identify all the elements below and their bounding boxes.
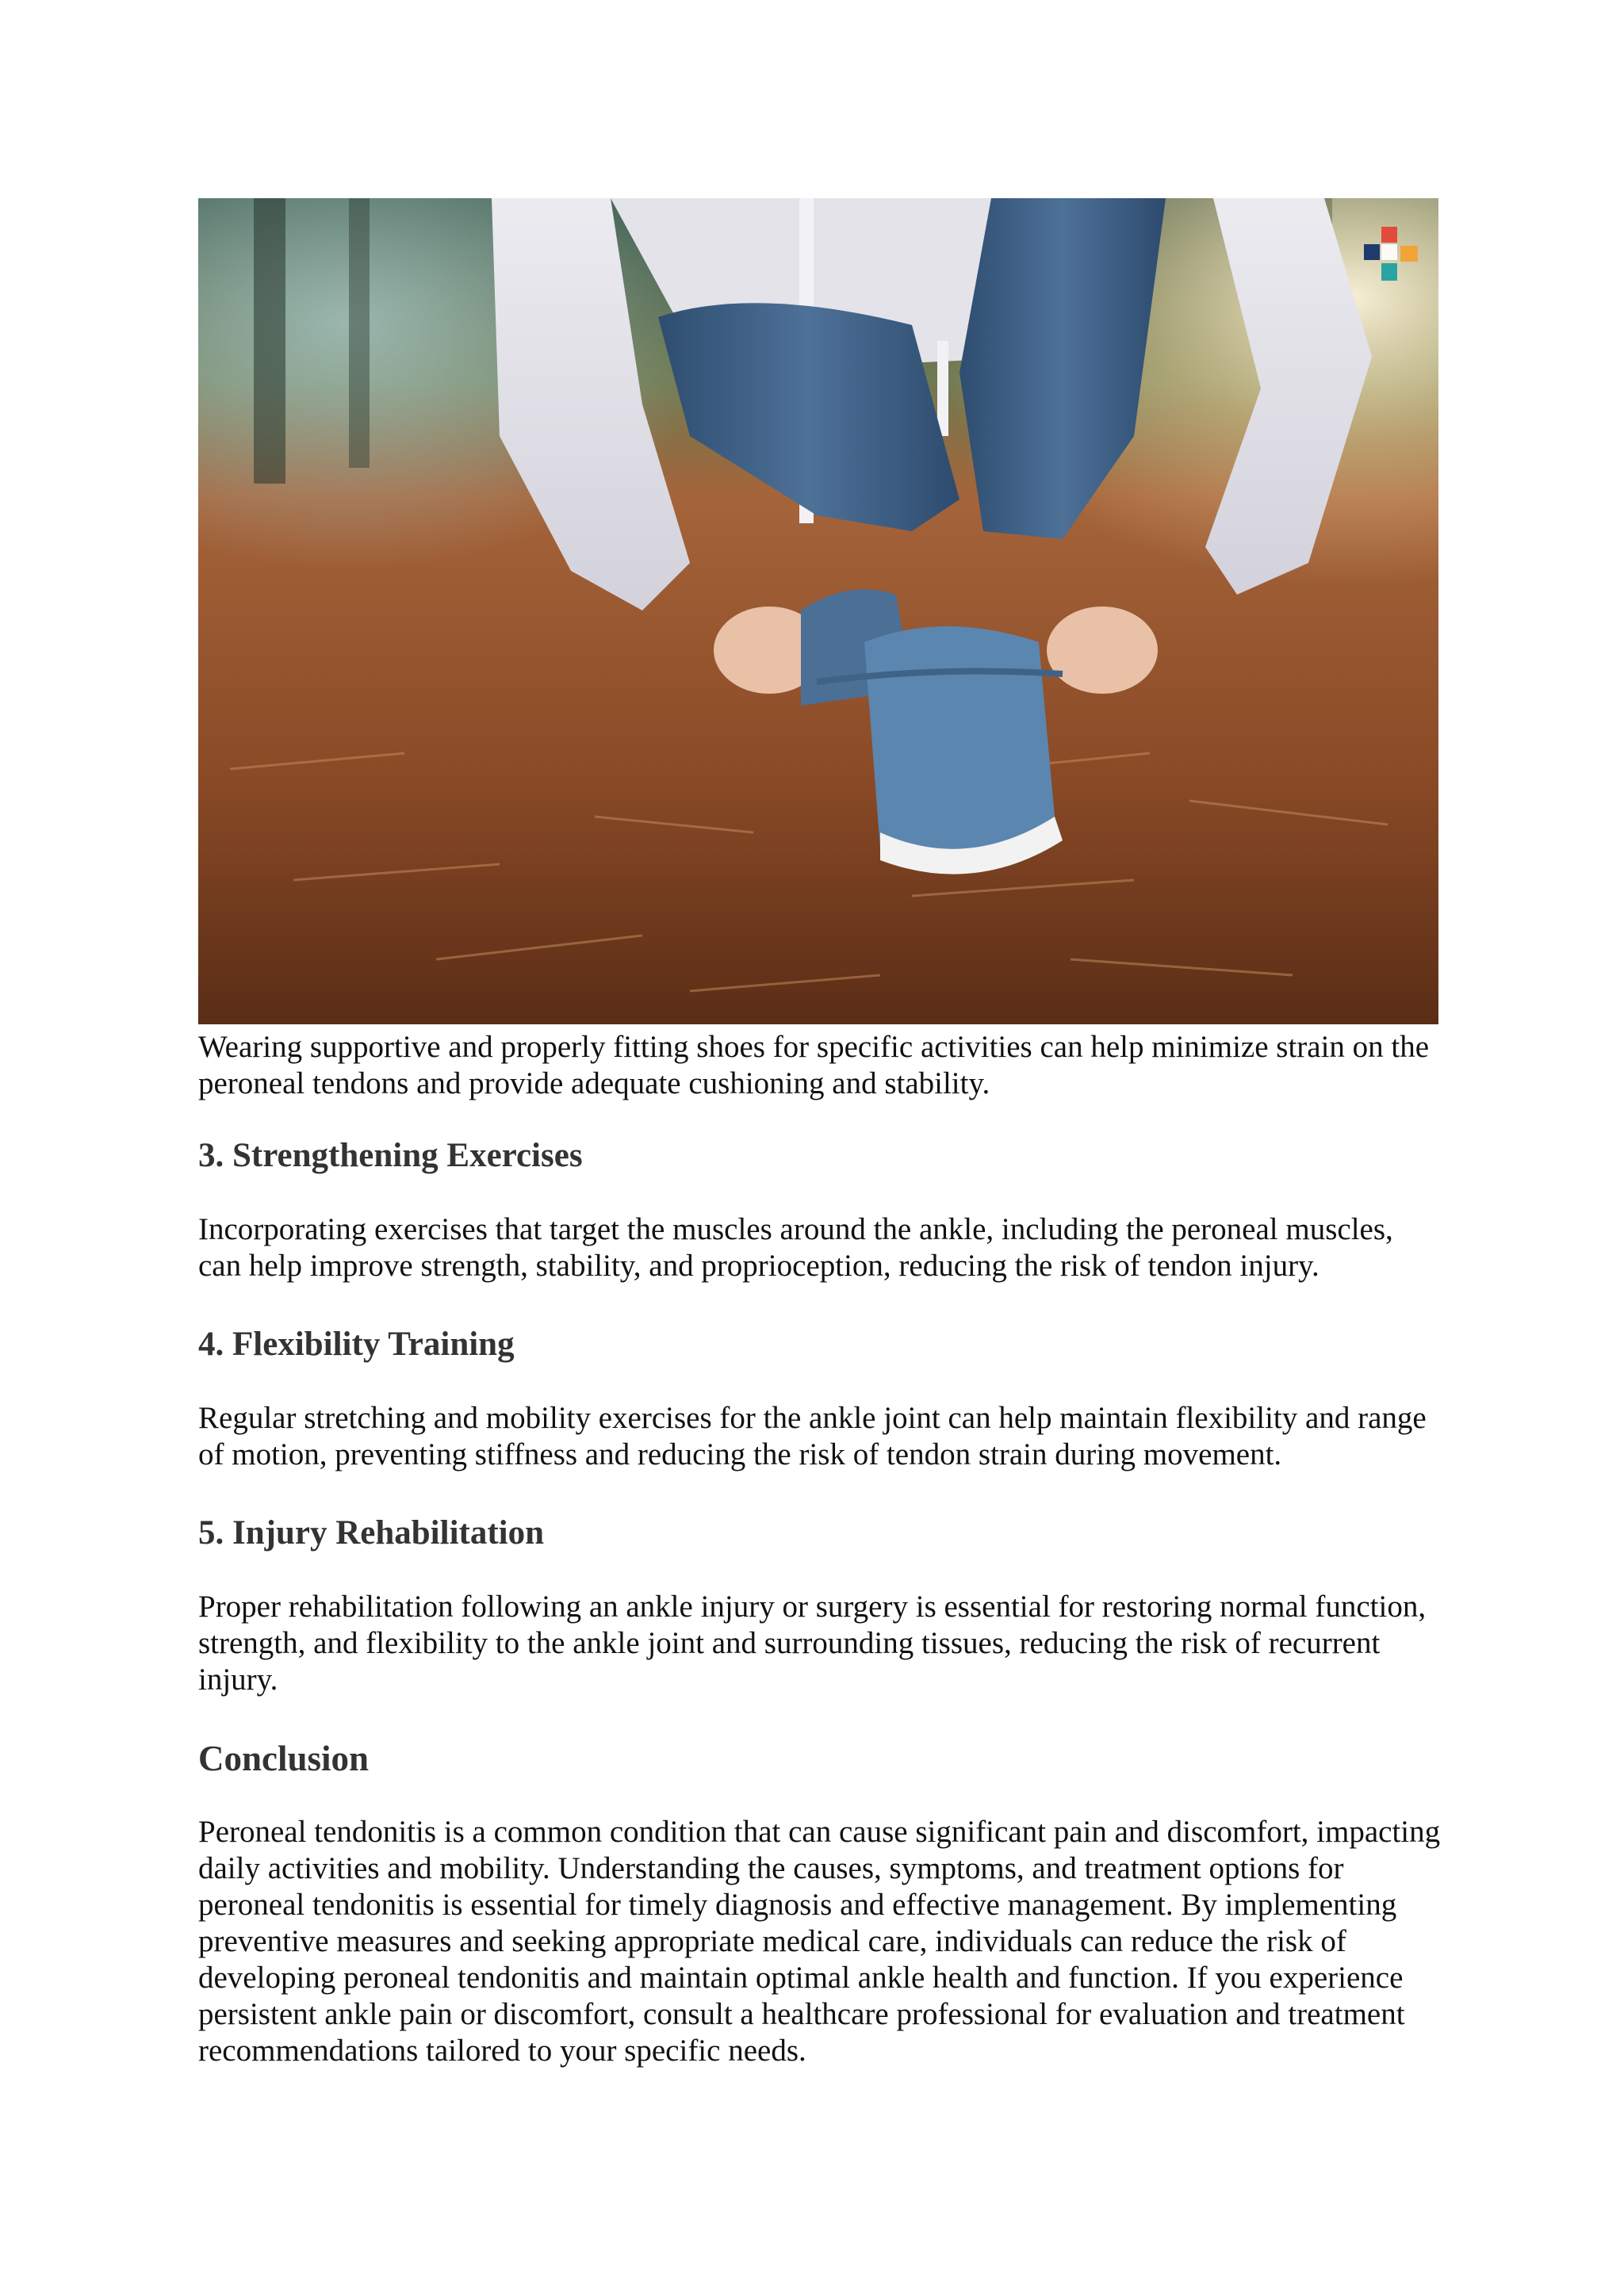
section-heading-conclusion: Conclusion	[198, 1739, 370, 1778]
photo-caption: Wearing supportive and properly fitting shoes for specific activities can help minimize strain on the peroneal tendons and provide adequate cushioning and stability.	[198, 1030, 1430, 1100]
section-text-rehabilitation: Proper rehabilitation following an ankle injury or surgery is essential for restoring normal function, strength, and flexibility to the ankle joint and surrounding tissues, reducing the risk of recurrent injury.	[198, 1590, 1427, 1697]
article-photo	[198, 198, 1438, 1024]
section-text-conclusion: Peroneal tendonitis is a common condition that can cause significant pain and discomfort, impacting daily activities and mobility. Understanding the causes, symptoms, and treatment options for peroneal tendonitis is essential for timely diagnosis and effective management. By implementing preventive measures and seeking appropriate medical care, individuals can reduce the risk of developing peroneal tendonitis and maintain optimal ankle health and function. If you experience persistent ankle pain or discomfort, consult a healthcare professional for evaluation and treatment recommendations tailored to your specific needs.	[198, 1815, 1441, 2068]
section-heading-flexibility: 4. Flexibility Training	[198, 1326, 515, 1363]
section-heading-strengthening: 3. Strengthening Exercises	[198, 1137, 583, 1174]
section-text-strengthening: Incorporating exercises that target the muscles around the ankle, including the peroneal muscles, can help improve strength, stability, and proprioception, reducing the risk of tendon injury.	[198, 1212, 1393, 1283]
section-heading-rehabilitation: 5. Injury Rehabilitation	[198, 1514, 545, 1552]
photo-illustration	[198, 198, 1438, 1024]
medical-cross-logo-icon	[1361, 224, 1421, 284]
article-body	[198, 1135, 1443, 2109]
section-text-flexibility: Regular stretching and mobility exercises for the ankle joint can help maintain flexibility and range of motion, preventing stiffness and reducing the risk of tendon strain during movement.	[198, 1401, 1427, 1471]
